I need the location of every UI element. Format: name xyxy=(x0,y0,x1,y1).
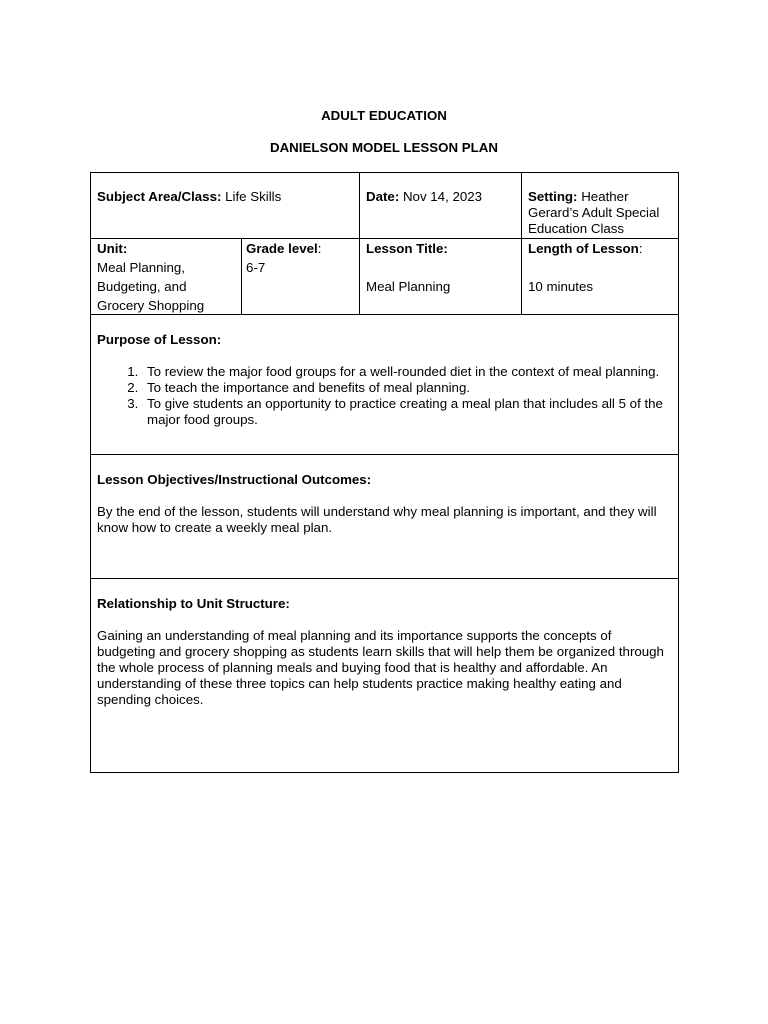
purpose-list xyxy=(97,364,667,428)
setting-label: Setting: xyxy=(528,189,578,204)
row-divider xyxy=(91,578,678,579)
relationship-heading: Relationship to Unit Structure: xyxy=(97,596,290,611)
date-value: Nov 14, 2023 xyxy=(399,189,483,204)
lesson-plan-table xyxy=(90,172,679,773)
grade-cell xyxy=(246,239,356,277)
setting-value: Heather Gerard’s Adult Special Education Class xyxy=(528,189,660,236)
objectives-heading: Lesson Objectives/Instructional Outcomes: xyxy=(97,472,372,487)
column-divider xyxy=(359,173,360,315)
unit-value-line: Meal Planning, xyxy=(97,260,185,275)
date-label: Date: xyxy=(366,189,400,204)
unit-value-line: Grocery Shopping xyxy=(97,298,205,313)
unit-cell xyxy=(97,239,239,315)
purpose-item: 2. To teach the importance and benefits of meal planning. xyxy=(142,380,667,396)
relationship-text: Gaining an understanding of meal planning and its importance supports the concepts of budgeting and grocery shopping as students learn skills that will help them be organized through the whole process of planning meals and buying food that is healthy and affordable. An understanding of these three topics can help students practice making healthy eating and spending choices. xyxy=(97,628,664,707)
length-label: Length of Lesson xyxy=(528,241,639,256)
purpose-item: 3. To give students an opportunity to practice creating a meal plan that includes all 5 of the major food groups. xyxy=(142,396,667,428)
column-divider xyxy=(521,173,522,315)
length-value: 10 minutes xyxy=(528,279,594,294)
lesson-title-value: Meal Planning xyxy=(366,279,451,294)
length-colon: : xyxy=(638,241,643,256)
subject-label: Subject Area/Class: xyxy=(97,189,222,204)
objectives-text: By the end of the lesson, students will understand why meal planning is important, and they will know how to create a weekly meal plan. xyxy=(97,504,657,535)
grade-label: Grade level xyxy=(246,241,318,256)
relationship-section xyxy=(97,596,669,708)
subject-value: Life Skills xyxy=(221,189,282,204)
purpose-section xyxy=(97,332,667,428)
column-divider xyxy=(241,238,242,315)
subject-cell xyxy=(97,189,357,205)
lesson-title-cell xyxy=(366,239,516,296)
row-divider xyxy=(91,454,678,455)
document-subtitle: DANIELSON MODEL LESSON PLAN xyxy=(269,140,499,155)
date-cell xyxy=(366,189,516,205)
length-cell xyxy=(528,239,673,296)
grade-colon: : xyxy=(317,241,322,256)
purpose-heading: Purpose of Lesson: xyxy=(97,332,222,347)
setting-cell xyxy=(528,189,673,237)
unit-value-line: Budgeting, and xyxy=(97,279,187,294)
grade-value: 6-7 xyxy=(246,260,266,275)
unit-label: Unit: xyxy=(97,241,128,256)
lesson-title-label: Lesson Title: xyxy=(366,241,448,256)
purpose-item: 1. To review the major food groups for a well-rounded diet in the context of meal planning. xyxy=(142,364,667,380)
document-title: ADULT EDUCATION xyxy=(321,108,447,123)
objectives-section xyxy=(97,472,669,536)
